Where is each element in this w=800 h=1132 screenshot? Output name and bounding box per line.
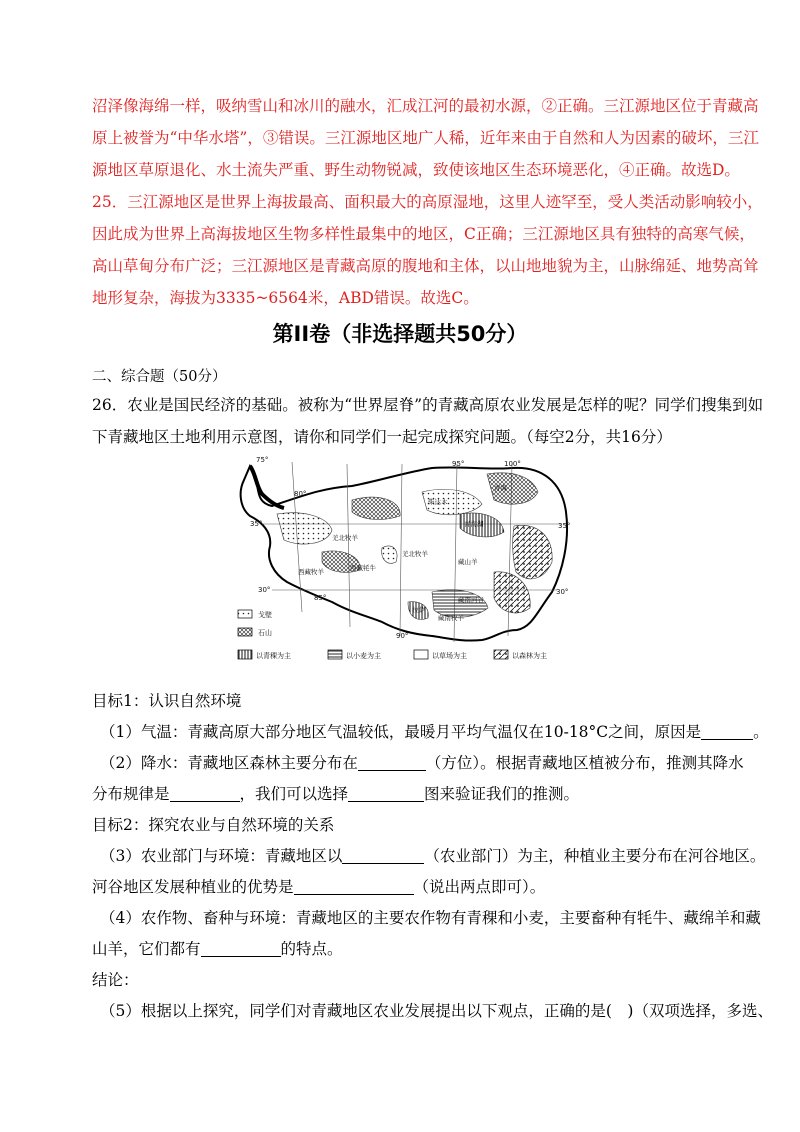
region-label: 西藏牧羊: [298, 568, 324, 576]
region-label: 拉萨: [412, 606, 425, 614]
question-5: （5）根据以上探究，同学们对青藏地区农业发展提出以下观点，正确的是( )（双项选择，多选、: [100, 1002, 773, 1020]
region-label: 羌北牧羊: [402, 550, 428, 558]
lat-label: 35°: [558, 522, 571, 530]
question-2-text: 图来验证我们的推测。: [424, 785, 580, 803]
answer-blank[interactable]: [701, 723, 753, 740]
lon-label: 100°: [504, 460, 521, 468]
qinghai-tibet-land-use-map: [232, 452, 572, 668]
legend-label-wheat: 以小麦为主: [346, 652, 381, 660]
answer-blank[interactable]: [358, 754, 426, 771]
answer-blank[interactable]: [342, 847, 424, 864]
region-label: 藏南牧羊: [438, 614, 464, 622]
answer-line: 地形复杂，海拔为3335~6564米，ABD错误。故选C。: [92, 289, 479, 307]
question-3-text: （说出两点即可）。: [413, 878, 546, 896]
question-block: [92, 364, 764, 450]
question-4-text: 的特点。: [280, 940, 343, 958]
question-3: [92, 841, 766, 872]
lat-label: 35°: [250, 520, 263, 528]
question-2-text: （方位）。根据青藏地区植被分布，推测其降水: [425, 754, 744, 772]
goal2-title: 目标2：探究农业与自然环境的关系: [92, 816, 335, 834]
questions-block: [92, 686, 773, 1027]
legend-swatch-wheat: [328, 650, 342, 659]
question-2-text: ，我们可以选择: [239, 785, 349, 803]
answer-line: 25．三江源地区是世界上海拔最高、面积最大的高原湿地，这里人迹罕至，受人类活动影响较小，: [92, 193, 763, 211]
section-title: 第II卷（非选择题共50分）: [272, 322, 528, 346]
answer-blank[interactable]: [201, 940, 281, 957]
question-3-text: （农业部门）为主，种植业主要分布在河谷地区。: [424, 847, 766, 865]
legend-label-forest: 以森林为主: [512, 652, 547, 660]
lon-label: 75°: [256, 456, 269, 464]
question-4: （4）农作物、畜种与环境：青藏地区的主要农作物有青稞和小麦，主要畜种有牦牛、藏绵羊和藏: [100, 909, 761, 927]
goal1-title: 目标1：认识自然环境: [92, 692, 242, 710]
part-heading: 二、综合题（50分）: [92, 369, 227, 385]
question-intro-line1: 26．农业是国民经济的基础。被称为“世界屋脊”的青藏高原农业发展是怎样的呢？同学们搜集到如: [92, 396, 764, 414]
question-intro-line2: 下青藏地区土地利用示意图，请你和同学们一起完成探究问题。（每空2分，共16分）: [92, 428, 672, 446]
legend-swatch-desert: [238, 610, 252, 618]
region-label: 羌北牧羊: [332, 534, 358, 542]
question-2-cont: [92, 779, 712, 810]
question-3-text: 河谷地区发展种植业的优势是: [92, 878, 294, 896]
answer-line: 高山草甸分布广泛；三江源地区是青藏高原的腹地和主体，以山地地貌为主，山脉绵延、地势高耸: [92, 257, 759, 275]
question-1-end: 。: [753, 723, 769, 741]
question-3-text: （3）农业部门与环境：青藏地区以: [100, 847, 343, 865]
answer-blank[interactable]: [170, 785, 240, 802]
answer-line: 沼泽像海绵一样，吸纳雪山和冰川的融水，汇成江河的最初水源，②正确。三江源地区位于青藏高: [92, 97, 759, 115]
lat-label: 30°: [258, 586, 271, 594]
question-1-text: （1）气温：青藏高原大部分地区气温较低，最暖月平均气温仅在10-18°C之间，原因是: [100, 723, 702, 741]
answer-blank[interactable]: [348, 785, 424, 802]
region-label: 藏山羊: [458, 558, 478, 566]
lon-label: 95°: [452, 460, 465, 468]
question-3-cont: [92, 872, 712, 903]
lat-label: 30°: [556, 588, 569, 596]
region-label: 青海湖: [464, 520, 484, 528]
legend-label-desert: 戈壁: [258, 611, 272, 619]
legend-swatch-barley: [238, 650, 252, 659]
question-2-text: 分布规律是: [92, 785, 170, 803]
lon-label: 85°: [314, 594, 327, 602]
region-label: 西藏牦牛: [350, 564, 376, 572]
region-label: 青海: [494, 484, 507, 492]
lon-label: 80°: [294, 490, 307, 498]
question-4-text: 山羊，它们都有: [92, 940, 201, 958]
lon-label: 90°: [396, 632, 409, 640]
legend-swatch-rock: [238, 628, 252, 636]
answer-line: 因此成为世界上高海拔地区生物多样性最集中的地区，C正确；三江源地区具有独特的高寒气候，: [92, 225, 755, 243]
question-1: [92, 717, 769, 748]
region-label: 柴达木: [428, 498, 448, 506]
question-2-text: （2）降水：青藏地区森林主要分布在: [100, 754, 358, 772]
question-2: [92, 748, 744, 779]
legend-label-grass: 以草场为主: [432, 652, 467, 660]
legend-swatch-grass: [414, 650, 428, 659]
legend-label-rock: 石山: [258, 629, 272, 637]
question-4-cont: [92, 934, 712, 965]
answer-blank[interactable]: [294, 878, 414, 895]
region-label: 藏南河谷: [458, 596, 484, 604]
conclusion-title: 结论：: [92, 971, 139, 989]
answer-line: 原上被誉为“中华水塔”，③错误。三江源地区地广人稀，近年来由于自然和人为因素的破坏，三江: [92, 129, 759, 147]
legend-swatch-forest: [494, 650, 508, 659]
answer-explanation: [92, 90, 763, 314]
answer-line: 源地区草原退化、水土流失严重、野生动物锐减，致使该地区生态环境恶化，④正确。故选D。: [92, 161, 740, 179]
legend-label-barley: 以青稞为主: [256, 652, 291, 660]
